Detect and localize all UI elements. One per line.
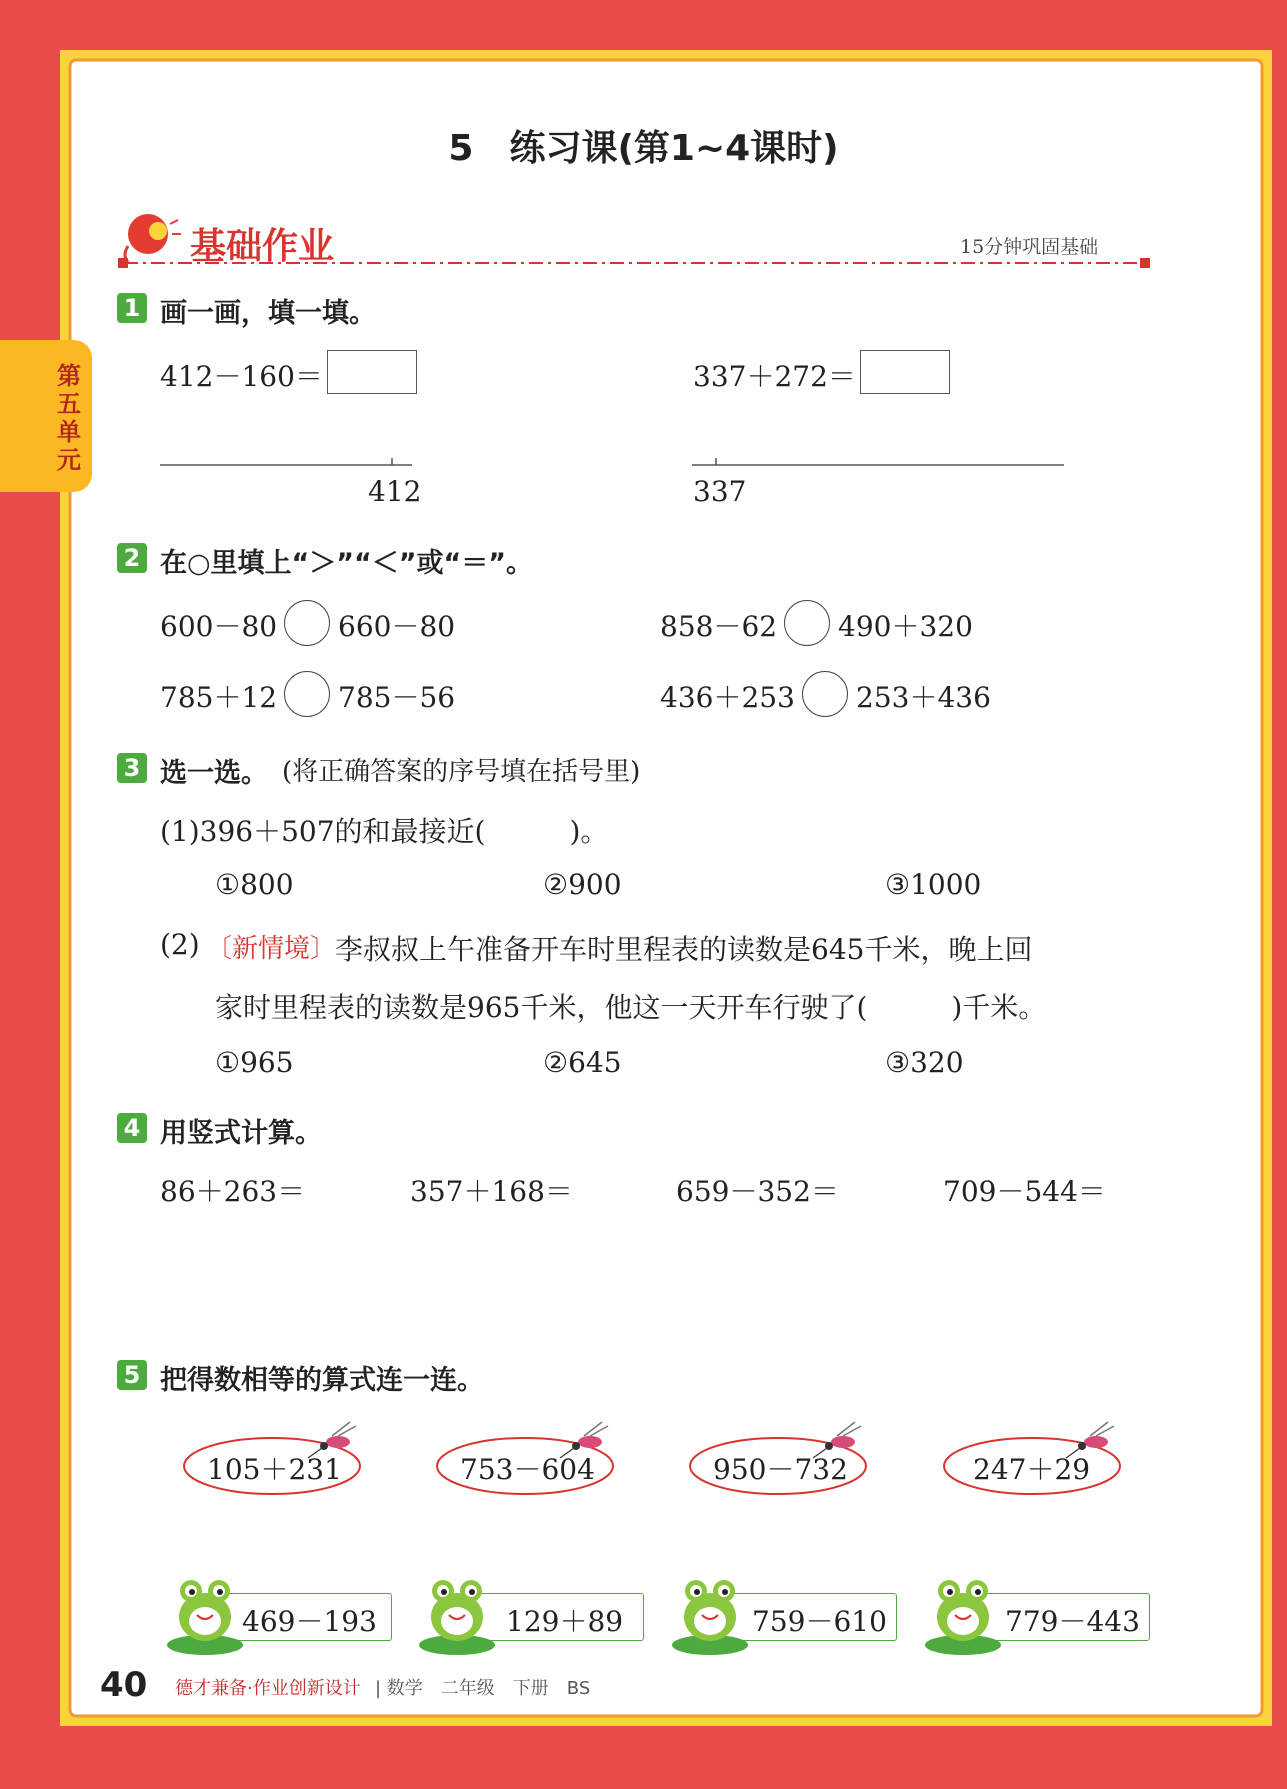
- footer-brand: 德才兼备·作业创新设计: [175, 1678, 361, 1699]
- number-lines: [158, 452, 1078, 472]
- answer-box[interactable]: [860, 350, 950, 394]
- expression: 785－56: [338, 681, 456, 714]
- question-number: 3: [117, 753, 147, 783]
- expression: 436＋253: [660, 681, 795, 714]
- sub-question-text: 家时里程表的读数是965千米，他这一天开车行驶了( )千米。: [215, 991, 1047, 1024]
- option[interactable]: ②645: [543, 1046, 622, 1079]
- question-number: 2: [117, 543, 147, 573]
- section-subtitle: 15分钟巩固基础: [960, 236, 1099, 258]
- unit-tab-label: 第五单元: [57, 362, 81, 474]
- question-title: 选一选。: [160, 758, 268, 789]
- question-title: 用竖式计算。: [160, 1118, 322, 1149]
- question-note: (将正确答案的序号填在括号里): [282, 757, 641, 787]
- compare-circle[interactable]: [784, 600, 830, 646]
- calc-item: 659－352＝: [676, 1175, 839, 1208]
- question-title: 画一画，填一填。: [160, 298, 376, 329]
- question-number: 4: [117, 1113, 147, 1143]
- sub-question-text: 李叔叔上午准备开车时里程表的读数是645千米，晚上回: [335, 933, 1033, 966]
- question-title: 把得数相等的算式连一连。: [160, 1365, 484, 1396]
- section-divider: [118, 256, 1158, 270]
- compare-circle[interactable]: [284, 600, 330, 646]
- bottom-expression[interactable]: 469－193: [242, 1605, 377, 1638]
- calc-item: 709－544＝: [943, 1175, 1106, 1208]
- frog-icon: [419, 1580, 495, 1655]
- page-title: 5 练习课(第1~4课时): [448, 128, 839, 169]
- tick-label: 337: [693, 475, 747, 508]
- page-number: 40: [100, 1665, 148, 1705]
- option[interactable]: ③320: [885, 1046, 964, 1079]
- top-expression[interactable]: 247＋29: [973, 1453, 1091, 1486]
- bottom-expression[interactable]: 129＋89: [506, 1605, 624, 1638]
- sub-question: (1)396＋507的和最接近( )。: [160, 815, 609, 848]
- expression: 600－80: [160, 610, 278, 643]
- bottom-expression[interactable]: 779－443: [1005, 1605, 1140, 1638]
- expression: 785＋12: [160, 681, 278, 714]
- new-context-tag: 〔新情境〕: [206, 934, 337, 964]
- compare-circle[interactable]: [802, 671, 848, 717]
- frog-icon: [672, 1580, 748, 1655]
- expression: 660－80: [338, 610, 456, 643]
- expression: 412－160＝: [160, 360, 323, 393]
- sub-question-prefix: (2): [160, 928, 200, 961]
- question-title: 在○里填上“＞”“＜”或“＝”。: [160, 548, 534, 579]
- option[interactable]: ③1000: [885, 868, 982, 901]
- option[interactable]: ②900: [543, 868, 622, 901]
- top-expression[interactable]: 753－604: [460, 1453, 595, 1486]
- tick-label: 412: [368, 475, 422, 508]
- question-number: 5: [117, 1360, 147, 1390]
- question-number: 1: [117, 293, 147, 323]
- compare-circle[interactable]: [284, 671, 330, 717]
- frog-icon: [167, 1580, 243, 1655]
- bottom-expression[interactable]: 759－610: [752, 1605, 887, 1638]
- answer-box[interactable]: [327, 350, 417, 394]
- option[interactable]: ①800: [215, 868, 294, 901]
- expression: 858－62: [660, 610, 778, 643]
- top-expression[interactable]: 950－732: [713, 1453, 848, 1486]
- expression: 253＋436: [856, 681, 991, 714]
- calc-item: 357＋168＝: [410, 1175, 573, 1208]
- calc-item: 86＋263＝: [160, 1175, 306, 1208]
- expression: 337＋272＝: [693, 360, 856, 393]
- option[interactable]: ①965: [215, 1046, 294, 1079]
- footer-info: | 数学 二年级 下册 BS: [375, 1678, 591, 1699]
- frog-icon: [925, 1580, 1001, 1655]
- expression: 490＋320: [838, 610, 973, 643]
- top-expression[interactable]: 105＋231: [207, 1453, 342, 1486]
- section-heading: 基础作业: [190, 226, 335, 267]
